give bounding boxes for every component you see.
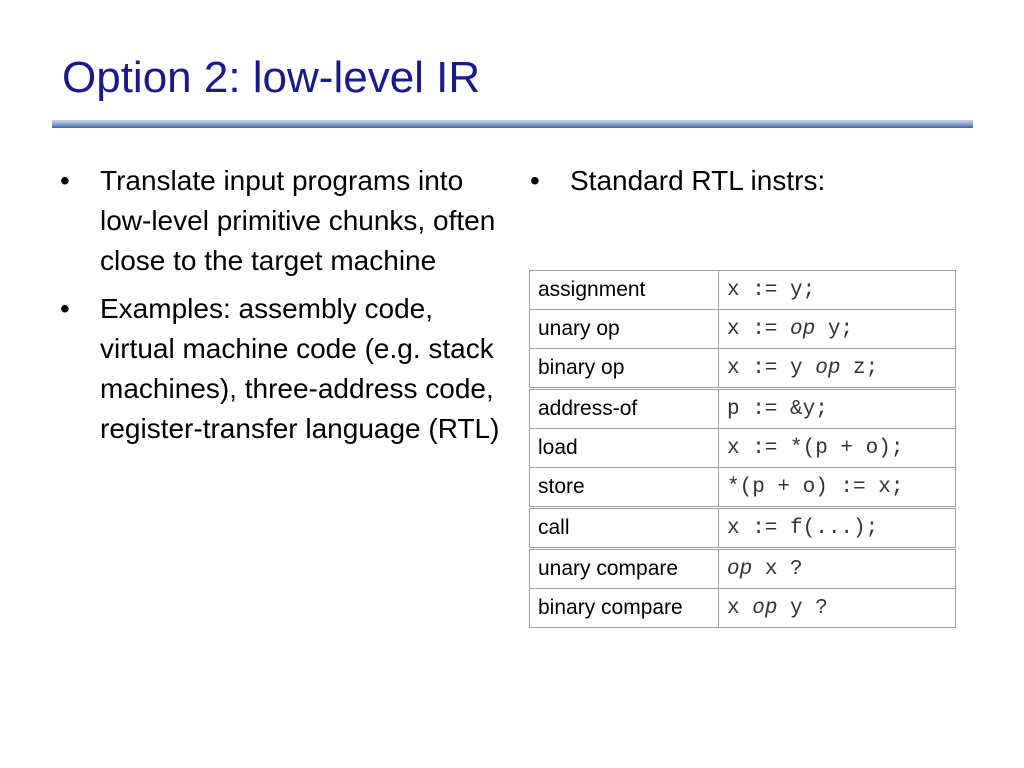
bullet-item xyxy=(60,161,500,281)
instr-kind: unary op xyxy=(530,310,719,349)
instr-code: x := op y; xyxy=(719,310,956,349)
instr-kind: store xyxy=(530,468,719,508)
instr-code: *(p + o) := x; xyxy=(719,468,956,508)
instr-code: x := y op z; xyxy=(719,349,956,389)
table-row xyxy=(530,468,956,508)
table-row xyxy=(530,271,956,310)
instr-code: x := *(p + o); xyxy=(719,429,956,468)
bullet-text: Standard RTL instrs: xyxy=(570,165,826,196)
instr-kind: load xyxy=(530,429,719,468)
table-row xyxy=(530,549,956,589)
bullet-icon: • xyxy=(60,293,70,324)
table-row xyxy=(530,508,956,549)
instr-kind: binary compare xyxy=(530,589,719,628)
rtl-instruction-table xyxy=(529,270,956,628)
instr-kind: call xyxy=(530,508,719,549)
instr-code: x op y ? xyxy=(719,589,956,628)
table-row xyxy=(530,310,956,349)
table-row xyxy=(530,429,956,468)
left-column xyxy=(60,161,500,457)
table-row xyxy=(530,349,956,389)
bullet-text: Translate input programs into low-level primitive chunks, often close to the target machine xyxy=(100,165,496,276)
bullet-text: Examples: assembly code, virtual machine code (e.g. stack machines), three-address code, register-transfer language (RTL) xyxy=(100,293,500,444)
instr-kind: address-of xyxy=(530,389,719,429)
bullet-item xyxy=(530,161,970,201)
instr-code: op x ? xyxy=(719,549,956,589)
instr-code: p := &y; xyxy=(719,389,956,429)
table-row xyxy=(530,589,956,628)
slide-title: Option 2: low-level IR xyxy=(62,53,481,102)
bullet-icon: • xyxy=(60,165,70,196)
right-column xyxy=(530,161,970,209)
instr-code: x := f(...); xyxy=(719,508,956,549)
table-row xyxy=(530,389,956,429)
bullet-icon: • xyxy=(530,165,540,196)
instr-code: x := y; xyxy=(719,271,956,310)
instr-kind: binary op xyxy=(530,349,719,389)
bullet-item xyxy=(60,289,500,449)
instr-kind: unary compare xyxy=(530,549,719,589)
instr-kind: assignment xyxy=(530,271,719,310)
title-underline xyxy=(52,120,973,128)
